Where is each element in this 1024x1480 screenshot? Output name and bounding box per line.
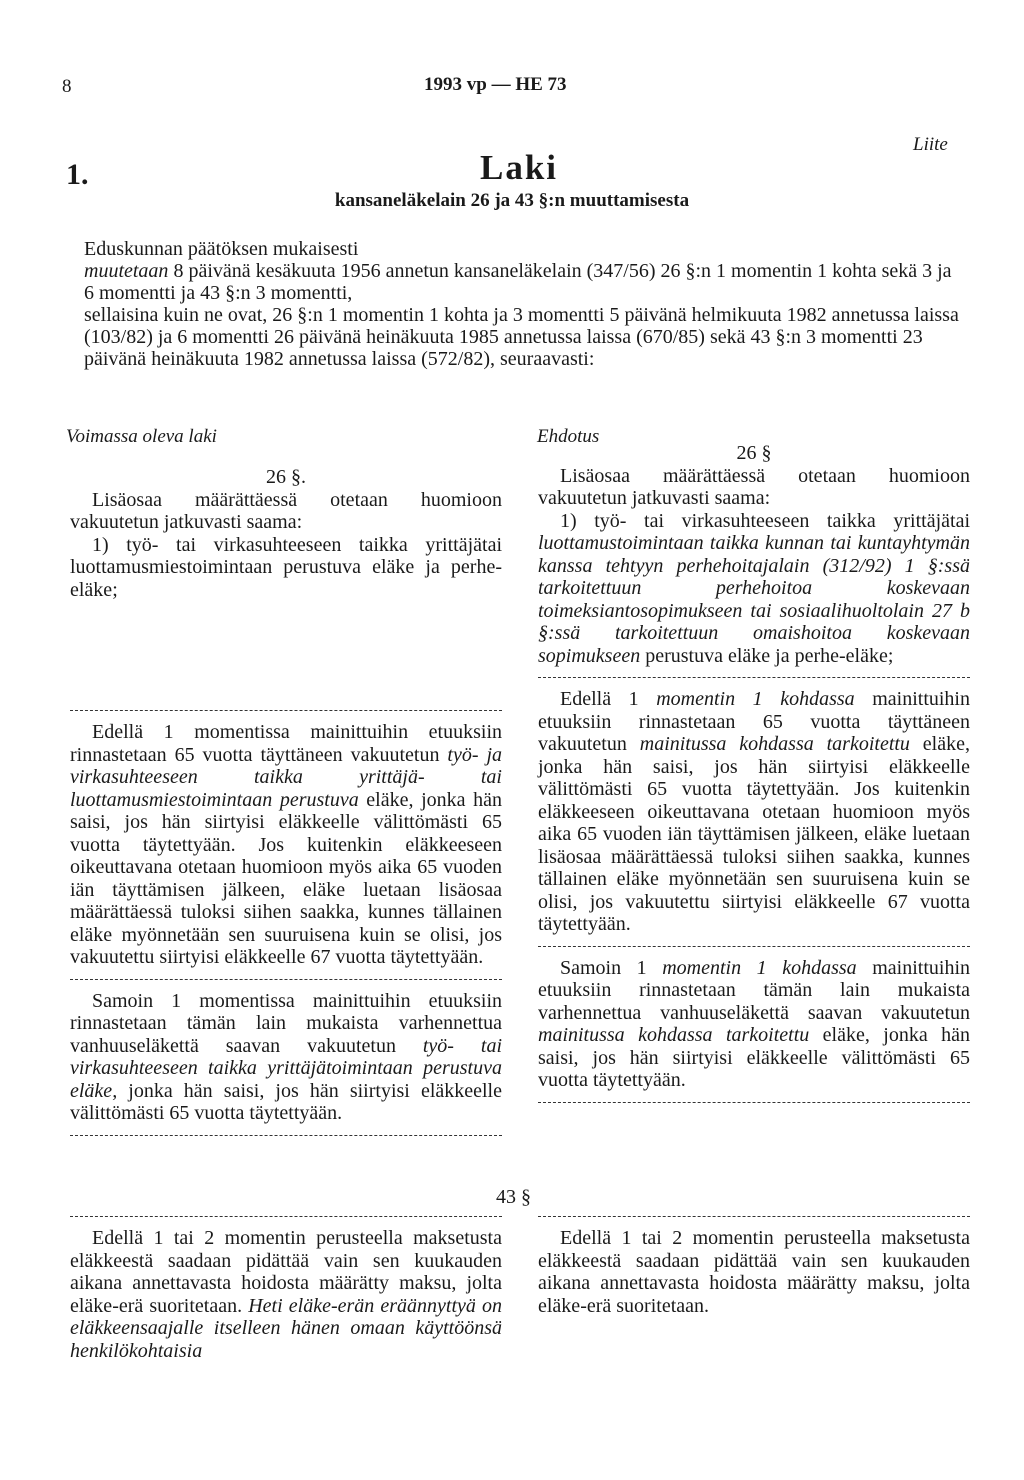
paragraph xyxy=(538,957,970,1092)
text-run-italic: momentin 1 kohdassa xyxy=(662,956,857,979)
text-run: eläke, jonka hän saisi, jos hän siirtyisi eläkkeelle välittömästi 65 vuotta täytettyään. Jos kuitenkin eläkkeeseen oikeuttavana otetaan huomioon myös aika 65 vuoden iän täyttämisen jälkeen, eläke luetaan lisäosaa määrättäessä tuloksi siihen saakka, kunnes tällainen eläke myönnetään sen suuruisena kuin se olisi, jos vakuutettu siirtyisi eläkkeelle 67 vuotta täytettyään. xyxy=(538,733,970,935)
section-heading: 26 § xyxy=(736,442,772,464)
left-column-heading: Voimassa oleva laki xyxy=(66,426,217,447)
law-number: 1. xyxy=(66,158,89,191)
paragraph: 1) työ- tai virkasuhteeseen taikka yrittäjätai luottamusmiestoimintaan perustuva eläke ja perhe-eläke; xyxy=(70,533,502,601)
omission-dashes xyxy=(538,1102,970,1103)
omission-dashes xyxy=(70,710,502,711)
section-43-heading: 43 § xyxy=(496,1186,531,1208)
left-column-sec43 xyxy=(70,1206,502,1362)
right-column-sec26-top xyxy=(538,436,970,1113)
paragraph: Lisäosaa määrättäessä otetaan huomioon vakuutetun jatkuvasti saama: xyxy=(538,464,970,509)
right-column-sec43 xyxy=(538,1206,970,1317)
text-run-italic: mainitussa kohdassa tarkoitettu xyxy=(538,1024,810,1046)
left-column-sec26-top xyxy=(70,466,502,601)
preamble-line: sellaisina kuin ne ovat, 26 §:n 1 momentin 1 kohta ja 3 momentti 5 päivänä helmikuuta 1982 annetussa laissa (103/82) ja 6 momentti 26 päivänä heinäkuuta 1985 annetussa laissa (670/85) sekä 43 §:n 3 momentti 23 päivänä heinäkuuta 1982 annetussa laissa (572/82), seuraavasti: xyxy=(84,304,959,370)
preamble-amend xyxy=(62,260,962,304)
text-run-italic: mainitussa kohdassa tarkoitettu xyxy=(639,733,910,755)
text-run: eläke, jonka hän saisi, jos hän siirtyisi eläkkeelle välittömästi 65 vuotta täytettyään. Jos kuitenkin eläkkeeseen oikeuttavana otetaan huomioon myös aika 65 vuoden iän täyttämisen jälkeen, eläke luetaan lisäosaa määrättäessä tuloksi siihen saakka, kunnes tällainen eläke myönnetään sen suuruisena kuin se olisi, jos vakuutettu siirtyisi eläkkeelle 67 vuotta täytettyään. xyxy=(70,788,502,968)
paragraph: Lisäosaa määrättäessä otetaan huomioon vakuutetun jatkuvasti saama: xyxy=(70,488,502,533)
omission-dashes xyxy=(70,1216,502,1217)
appendix-label: Liite xyxy=(913,134,948,155)
text-run: Samoin 1 momentissa mainittuihin etuuksiin rinnastetaan tämän lain mukaista varhennettua vanhuuseläkettä saavan vakuutetun xyxy=(70,989,502,1057)
text-run: eläke, jonka hän saisi, jos hän siirtyisi eläkkeelle välittömästi 65 vuotta täytettyään. xyxy=(538,1024,970,1091)
paragraph xyxy=(538,688,970,936)
text-run-italic: momentin 1 kohdassa xyxy=(656,688,855,710)
left-column-sec26-mid xyxy=(70,700,502,1146)
text-run: mainittuihin etuuksiin rinnastetaan 65 vuotta täyttäneen vakuutetun xyxy=(538,688,970,755)
preamble xyxy=(62,238,962,370)
text-run-italic: työ- tai virkasuhteeseen taikka yrittäjätoimintaan perustuva eläke, xyxy=(70,1034,502,1102)
text-run: jonka hän saisi, jos hän siirtyisi eläkkeelle välittömästi 65 vuotta täytettyään. xyxy=(70,1079,502,1124)
text-run: perustuva eläke ja perhe-eläke; xyxy=(640,644,894,667)
right-column-heading: Ehdotus xyxy=(537,426,600,447)
paragraph xyxy=(70,990,502,1125)
omission-dashes xyxy=(538,677,970,678)
text-run-italic: työ- ja virkasuhteeseen taikka yrittäjä- tai luottamusmiestoimintaan perustuva xyxy=(70,743,503,811)
text-run: Samoin 1 xyxy=(560,956,663,979)
paragraph xyxy=(70,721,502,969)
amend-word: muutetaan xyxy=(84,260,169,282)
text-run: Edellä 1 xyxy=(560,688,657,710)
paragraph: Edellä 1 tai 2 momentin perusteella maksetusta eläkkeestä saadaan pidättää vain sen kuukauden aikana annettavasta hoidosta määrätty maksu, jolta eläke-erä suoritetaan. xyxy=(538,1227,970,1317)
preamble-line: Eduskunnan päätöksen mukaisesti xyxy=(84,238,359,260)
text-run: Edellä 1 tai 2 momentin perusteella maksetusta eläkkeestä saadaan pidättää vain sen kuukauden aikana annettavasta hoidosta määrätty maksu, jolta eläke-erä suoritetaan. xyxy=(70,1227,502,1317)
law-subtitle: kansaneläkelain 26 ja 43 §:n muuttamisesta xyxy=(334,190,690,211)
page-number: 8 xyxy=(62,76,72,97)
omission-dashes xyxy=(70,979,502,980)
text-run: mainittuihin etuuksiin rinnastetaan tämän lain mukaista varhennettua vanhuuseläkettä saavan vakuutetun xyxy=(538,956,970,1024)
omission-dashes xyxy=(538,1216,970,1217)
text-run-italic: luottamustoimintaan taikka kunnan tai kuntayhtymän kanssa tehtyyn perhehoitajalain (312/92) 1 §:ssä tarkoitettuun perhehoitoa koskevaan toimeksiantosopimukseen tai sosiaalihuoltolain 27 b §:ssä tarkoitettuun omaishoitoa koskevaan sopimukseen xyxy=(538,532,970,667)
section-heading: 26 §. xyxy=(266,466,306,488)
text-run: 1) työ- tai virkasuhteeseen taikka yrittäjätai xyxy=(560,509,970,532)
running-head: 1993 vp — HE 73 xyxy=(424,74,567,95)
text-run-italic: Heti eläke-erän eräännyttyä on eläkkeensaajalle itselleen hänen omaan käyttöönsä henkilökohtaisia xyxy=(70,1294,502,1362)
text-run: Edellä 1 momentissa mainittuihin etuuksiin rinnastetaan 65 vuotta täyttäneen vakuutetun xyxy=(70,721,502,766)
law-title: Laki xyxy=(480,148,559,187)
paragraph xyxy=(538,510,970,668)
amend-text: 8 päivänä kesäkuuta 1956 annetun kansaneläkelain (347/56) 26 §:n 1 momentin 1 kohta sekä 3 ja 6 momentti ja 43 §:n 3 momentti, xyxy=(84,260,952,304)
paragraph xyxy=(70,1227,502,1362)
omission-dashes xyxy=(538,946,970,947)
omission-dashes xyxy=(70,1135,502,1136)
